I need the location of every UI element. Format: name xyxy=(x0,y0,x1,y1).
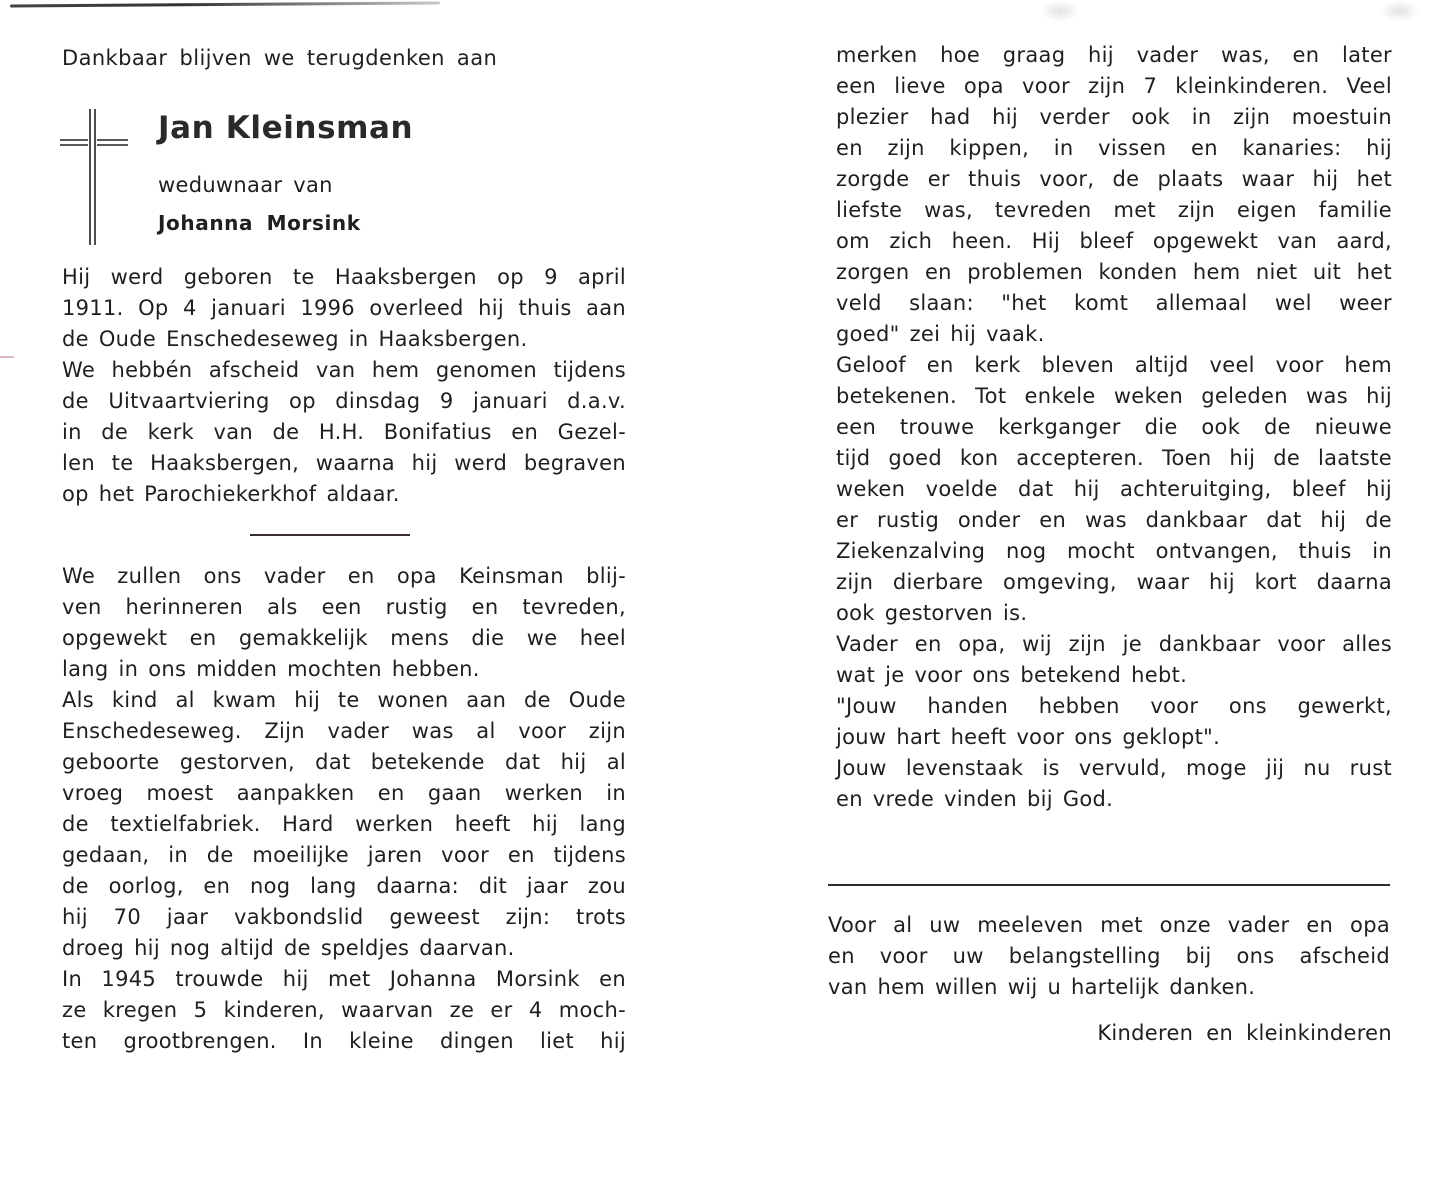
text-line: Jouw levenstaak is vervuld, moge jij nu rust xyxy=(836,756,1392,780)
biography-paragraph xyxy=(62,262,626,510)
scan-edge-stroke xyxy=(10,1,440,7)
thanks-paragraph xyxy=(828,910,1390,1003)
text-line: en vrede vinden bij God. xyxy=(836,787,1114,811)
remembrance-paragraph xyxy=(62,561,626,1057)
text-line: de oorlog, en nog lang daarna: dit jaar zou xyxy=(62,874,626,898)
scan-smudge xyxy=(1380,0,1420,22)
deceased-name: Jan Kleinsman xyxy=(158,110,414,146)
text-line: Hij werd geboren te Haaksbergen op 9 april xyxy=(62,265,626,289)
text-line: We hebbén afscheid van hem genomen tijdens xyxy=(62,358,626,382)
section-divider xyxy=(250,534,410,536)
text-line: In 1945 trouwde hij met Johanna Morsink en xyxy=(62,967,626,991)
text-line: en zijn kippen, in vissen en kanaries: hij xyxy=(836,136,1392,160)
text-line: We zullen ons vader en opa Keinsman blij- xyxy=(62,564,626,588)
section-divider xyxy=(828,884,1390,886)
text-line: zorgde er thuis voor, de plaats waar hij het xyxy=(836,167,1392,191)
text-line: ven herinneren als een rustig en tevreden, xyxy=(62,595,626,619)
text-line: een lieve opa voor zijn 7 kleinkinderen. Veel xyxy=(836,74,1392,98)
text-line: hij 70 jaar vakbondslid geweest zijn: trots xyxy=(62,905,626,929)
text-line: de textielfabriek. Hard werken heeft hij lang xyxy=(62,812,626,836)
widower-of-label: weduwnaar van xyxy=(158,173,333,197)
text-line: Voor al uw meeleven met onze vader en opa xyxy=(828,913,1390,937)
text-line: weken voelde dat hij achteruitging, bleef hij xyxy=(836,477,1392,501)
text-line: er rustig onder en was dankbaar dat hij de xyxy=(836,508,1392,532)
spouse-name: Johanna Morsink xyxy=(158,211,361,235)
text-line: om zich heen. Hij bleef opgewekt van aard, xyxy=(836,229,1392,253)
text-line: de Uitvaartviering op dinsdag 9 januari d.a.v. xyxy=(62,389,626,413)
text-line: veld slaan: "het komt allemaal wel weer xyxy=(836,291,1392,315)
text-line: merken hoe graag hij vader was, en later xyxy=(836,43,1392,67)
text-line: Ziekenzalving nog mocht ontvangen, thuis in xyxy=(836,539,1392,563)
text-line: ook gestorven is. xyxy=(836,601,1028,625)
text-line: "Jouw handen hebben voor ons gewerkt, xyxy=(836,694,1392,718)
text-line: 1911. Op 4 januari 1996 overleed hij thuis aan xyxy=(62,296,626,320)
text-line: vroeg moest aanpakken en gaan werken in xyxy=(62,781,626,805)
text-line: en voor uw belangstelling bij ons afscheid xyxy=(828,944,1390,968)
text-line: droeg hij nog altijd de speldjes daarvan. xyxy=(62,936,515,960)
text-line: len te Haaksbergen, waarna hij werd begraven xyxy=(62,451,626,475)
text-line: zorgen en problemen konden hem niet uit het xyxy=(836,260,1392,284)
text-line: goed" zei hij vaak. xyxy=(836,322,1045,346)
text-line: Enschedeseweg. Zijn vader was al voor zijn xyxy=(62,719,626,743)
text-line: opgewekt en gemakkelijk mens die we heel xyxy=(62,626,626,650)
text-line: liefste was, tevreden met zijn eigen familie xyxy=(836,198,1392,222)
text-line: van hem willen wij u hartelijk danken. xyxy=(828,975,1256,999)
text-line: ten grootbrengen. In kleine dingen liet hij xyxy=(62,1029,626,1053)
text-line: betekenen. Tot enkele weken geleden was hij xyxy=(836,384,1392,408)
text-line: Als kind al kwam hij te wonen aan de Oude xyxy=(62,688,626,712)
text-line: in de kerk van de H.H. Bonifatius en Gezel- xyxy=(62,420,626,444)
text-line: geboorte gestorven, dat betekende dat hij al xyxy=(62,750,626,774)
text-line: Geloof en kerk bleven altijd veel voor hem xyxy=(836,353,1392,377)
text-line: jouw hart heeft voor ons geklopt". xyxy=(836,725,1221,749)
text-line: een trouwe kerkganger die ook de nieuwe xyxy=(836,415,1392,439)
biography-continued-paragraph xyxy=(836,40,1392,815)
text-line: lang in ons midden mochten hebben. xyxy=(62,657,480,681)
text-line: gedaan, in de moeilijke jaren voor en tijdens xyxy=(62,843,626,867)
text-line: plezier had hij verder ook in zijn moestuin xyxy=(836,105,1392,129)
text-line: zijn dierbare omgeving, waar hij kort daarna xyxy=(836,570,1392,594)
text-line: Vader en opa, wij zijn je dankbaar voor alles xyxy=(836,632,1392,656)
text-line: wat je voor ons betekend hebt. xyxy=(836,663,1188,687)
signature: Kinderen en kleinkinderen xyxy=(1097,1021,1392,1045)
intro-text: Dankbaar blijven we terugdenken aan xyxy=(62,46,498,70)
text-line: ze kregen 5 kinderen, waarvan ze er 4 moch- xyxy=(62,998,626,1022)
cross-icon xyxy=(60,107,130,247)
text-line: op het Parochiekerkhof aldaar. xyxy=(62,482,400,506)
text-line: de Oude Enschedeseweg in Haaksbergen. xyxy=(62,327,528,351)
scan-edge-mark xyxy=(0,356,14,358)
scan-smudge xyxy=(1040,0,1080,22)
text-line: tijd goed kon accepteren. Toen hij de laatste xyxy=(836,446,1392,470)
